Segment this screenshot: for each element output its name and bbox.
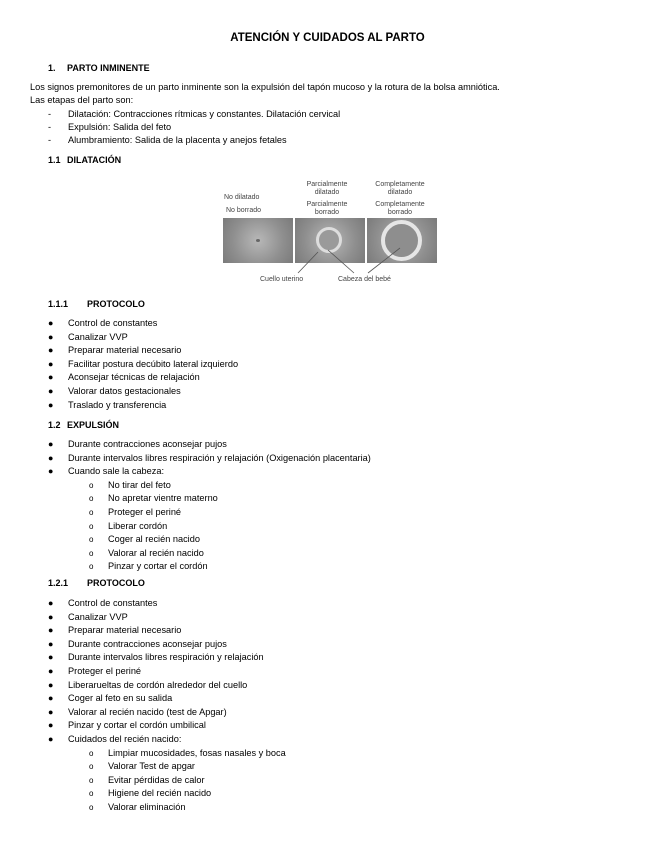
label-cabeza-bebe: Cabeza del bebé <box>338 276 391 283</box>
document-title: ATENCIÓN Y CUIDADOS AL PARTO <box>230 32 425 44</box>
stages-list <box>0 108 655 147</box>
label-parcialmente-dilatado: Parcialmente dilatado <box>306 181 348 196</box>
list-item: ● Durante intervalos libres respiración y relajación <box>48 652 264 663</box>
sub-list-item: o Liberar cordón <box>89 520 168 531</box>
list-item: ● Preparar material necesario <box>48 345 182 356</box>
list-item: ● Traslado y transferencia <box>48 399 167 410</box>
list-item: ● Cuidados del recién nacido: <box>48 733 182 744</box>
sub-list-item: o Coger al recién nacido <box>89 534 200 545</box>
cervix-dilation-figure <box>218 178 438 288</box>
sub-list-item: o No apretar vientre materno <box>89 493 218 504</box>
sub-list-item: o Limpiar mucosidades, fosas nasales y boca <box>89 747 286 758</box>
label-cuello-uterino: Cuello uterino <box>260 276 304 283</box>
list-item: ● Durante intervalos libres respiración y relajación (Oxigenación placentaria) <box>48 452 371 463</box>
sub-list-item: o Pinzar y cortar el cordón <box>89 561 208 572</box>
list-item: ● Facilitar postura decúbito lateral izquierdo <box>48 358 239 369</box>
sub-list-item: o Proteger el periné <box>89 506 182 517</box>
section-heading-expulsion: 1.2 EXPULSIÓN <box>48 420 120 430</box>
sub-list-item: o Valorar Test de apgar <box>89 761 195 772</box>
list-item: ● Canalizar VVP <box>48 331 128 342</box>
list-item: ● Durante contracciones aconsejar pujos <box>48 638 227 649</box>
intro-paragraph: Los signos premonitores de un parto inminente son la expulsión del tapón mucoso y la rotura de la bolsa amniótica. <box>30 82 500 92</box>
list-item: ● Preparar material necesario <box>48 625 182 636</box>
label-no-borrado: No borrado <box>226 207 262 214</box>
sub-list-item: o No tirar del feto <box>89 479 171 490</box>
list-item: ● Coger al feto en su salida <box>48 693 173 704</box>
list-item: ● Valorar al recién nacido (test de Apgar) <box>48 706 227 717</box>
list-item: ● Control de constantes <box>48 598 158 608</box>
list-item: ● Liberarueltas de cordón alrededor del cuello <box>48 679 248 690</box>
section-heading-dilatacion: 1.1 DILATACIÓN <box>48 155 122 165</box>
list-item: ● Cuando sale la cabeza: <box>48 466 165 477</box>
list-item: - Alumbramiento: Salida de la placenta y anejos fetales <box>48 135 287 145</box>
list-item: - Expulsión: Salida del feto <box>48 122 172 132</box>
list-item: ● Valorar datos gestacionales <box>48 385 181 396</box>
list-item: ● Pinzar y cortar el cordón umbilical <box>48 720 206 731</box>
sub-list-item: o Valorar eliminación <box>89 801 186 812</box>
list-item: ● Control de constantes <box>48 318 158 328</box>
sub-list-item: o Higiene del recién nacido <box>89 788 212 799</box>
protocolo-dilatacion-list <box>0 317 655 412</box>
list-item: ● Aconsejar técnicas de relajación <box>48 372 200 383</box>
label-no-dilatado: No dilatado <box>224 194 260 201</box>
sub-list-item: o Valorar al recién nacido <box>89 547 204 558</box>
list-item: ● Canalizar VVP <box>48 611 128 622</box>
label-completamente-dilatado: Completamente dilatado <box>375 181 425 196</box>
expulsion-list <box>0 438 655 574</box>
section-heading-protocolo-expulsion: 1.2.1 PROTOCOLO <box>48 578 145 588</box>
list-item: ● Durante contracciones aconsejar pujos <box>48 439 227 449</box>
list-item: ● Proteger el periné <box>48 665 142 676</box>
list-item: - Dilatación: Contracciones rítmicas y constantes. Dilatación cervical <box>48 109 341 119</box>
protocolo-expulsion-list <box>0 597 655 815</box>
figure-pointer-lines <box>218 178 438 288</box>
stages-intro: Las etapas del parto son: <box>30 95 134 105</box>
section-heading-parto-inminente: 1. PARTO INMINENTE <box>48 63 150 73</box>
section-heading-protocolo-dilatacion: 1.1.1 PROTOCOLO <box>48 299 145 309</box>
sub-list-item: o Evitar pérdidas de calor <box>89 774 205 785</box>
label-completamente-borrado: Completamente borrado <box>375 201 425 216</box>
label-parcialmente-borrado: Parcialmente borrado <box>306 201 348 216</box>
